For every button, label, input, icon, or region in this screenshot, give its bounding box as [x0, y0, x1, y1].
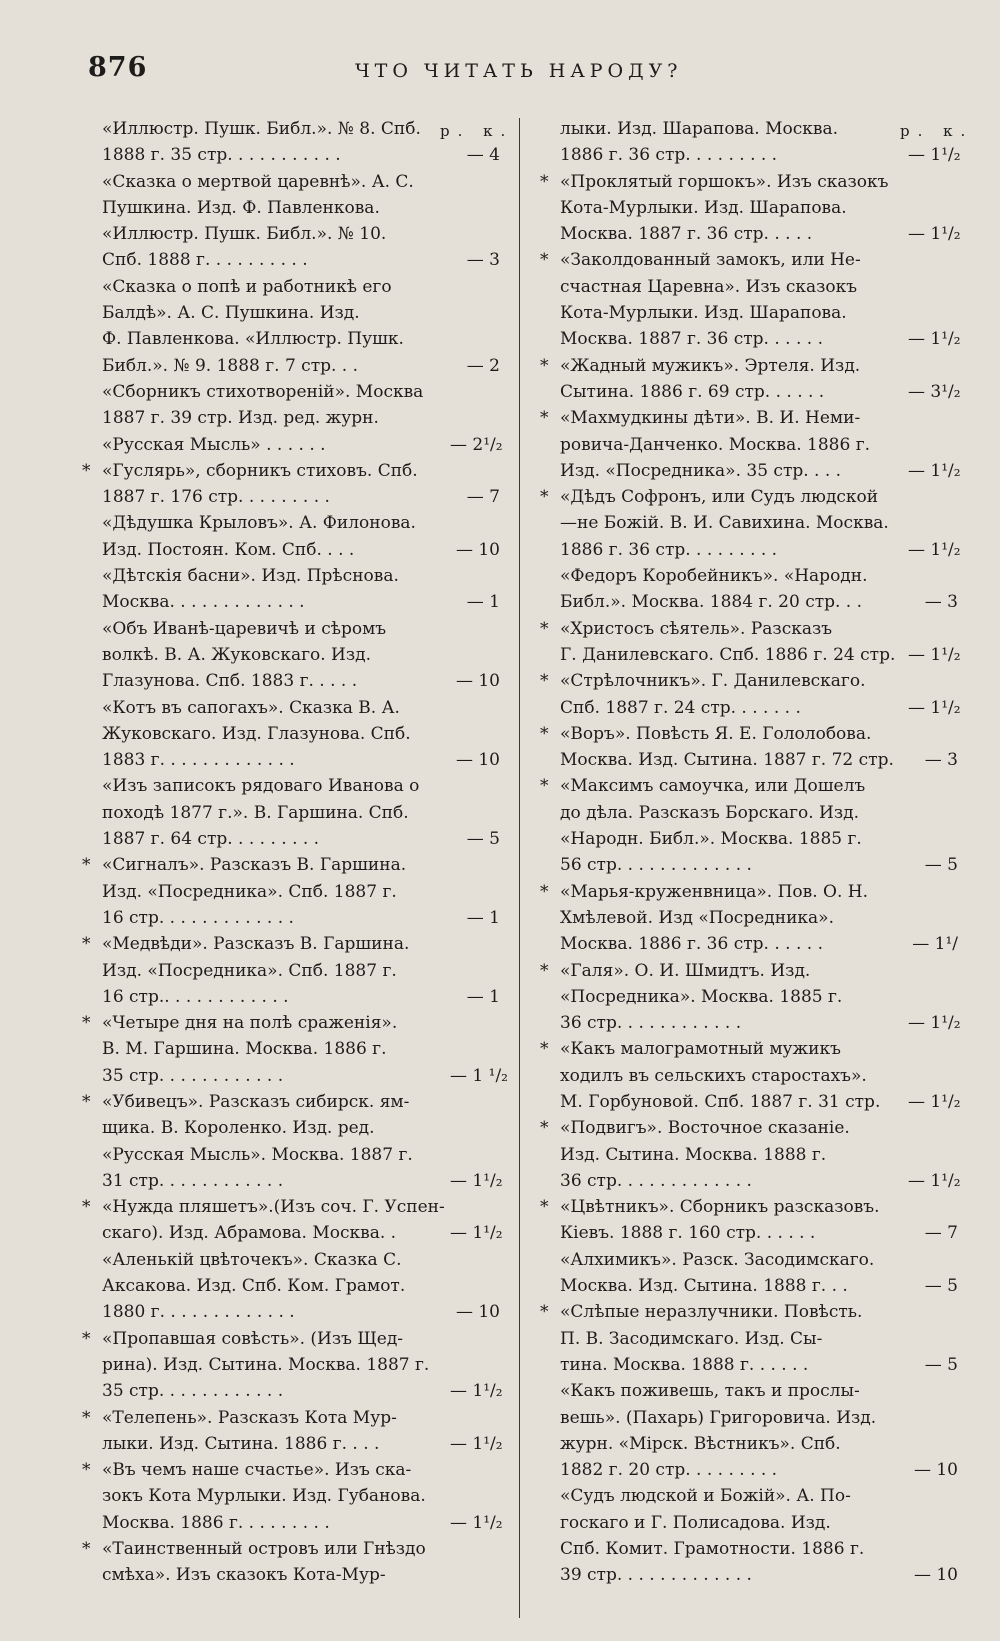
- entry-star-mark: *: [540, 671, 549, 692]
- entry-price: — 1¹/₂: [450, 1170, 503, 1191]
- entry-line: Москва. 1886 г. . . . . . . . .: [102, 1512, 330, 1533]
- entry-line: Спб. 1888 г. . . . . . . . . .: [102, 250, 308, 271]
- entry-price: — 5: [924, 1354, 958, 1375]
- entry-line: Хмѣлевой. Изд «Посредника».: [560, 907, 834, 928]
- entry-line: «Цвѣтникъ». Сборникъ разсказовъ.: [560, 1197, 880, 1218]
- entry-line: 36 стр. . . . . . . . . . . .: [560, 1013, 742, 1034]
- entry-line: В. М. Гаршина. Москва. 1886 г.: [102, 1039, 387, 1060]
- entry-line: «Сборникъ стихотвореній». Москва: [102, 381, 424, 402]
- entry-line: «Подвигъ». Восточное сказаніе.: [560, 1118, 850, 1139]
- entry-line: вешь». (Пахарь) Григоровича. Изд.: [560, 1407, 877, 1428]
- page-number: 876: [88, 52, 148, 83]
- catalog-entry: [538, 405, 961, 484]
- entry-line: ходилъ въ сельскихъ старостахъ».: [560, 1065, 867, 1086]
- entry-star-mark: *: [540, 487, 549, 508]
- entry-price: — 10: [455, 539, 500, 560]
- entry-price: — 1¹/₂: [908, 1091, 961, 1112]
- entry-line: 39 стр. . . . . . . . . . . . .: [560, 1565, 752, 1586]
- catalog-entry: [538, 169, 961, 248]
- entry-price: — 2: [466, 355, 500, 376]
- entry-line: «Четыре дня на полѣ сраженія».: [102, 1013, 398, 1034]
- entry-line: «Заколдованный замокъ, или Не-: [560, 250, 861, 271]
- entry-line: 1882 г. 20 стр. . . . . . . . .: [560, 1460, 778, 1481]
- entry-line: «Изъ записокъ рядоваго Иванова о: [102, 776, 420, 797]
- entry-line: 1888 г. 35 стр. . . . . . . . . . .: [102, 145, 341, 166]
- entry-star-mark: *: [540, 776, 549, 797]
- catalog-entry: [80, 458, 500, 511]
- entry-price: — 3: [924, 592, 958, 613]
- entry-line: «Какъ малограмотный мужикъ: [560, 1039, 841, 1060]
- catalog-entry: [538, 484, 961, 563]
- entry-line: смѣха». Изъ сказокъ Кота-Мур-: [102, 1565, 386, 1586]
- catalog-entry: [80, 1089, 503, 1194]
- entry-line: Москва. 1887 г. 36 стр. . . . .: [560, 224, 813, 245]
- catalog-entry: [538, 879, 958, 958]
- entry-line: «Воръ». Повѣсть Я. Е. Гололобова.: [560, 723, 872, 744]
- entry-line: щика. В. Короленко. Изд. ред.: [102, 1118, 375, 1139]
- entry-line: журн. «Мірск. Вѣстникъ». Спб.: [560, 1433, 841, 1454]
- entry-line: «Медвѣди». Разсказъ В. Гаршина.: [102, 934, 410, 955]
- entry-price: — 1¹/: [912, 934, 958, 955]
- catalog-entry: [538, 1247, 958, 1300]
- catalog-entry: [538, 1036, 961, 1115]
- catalog-entry: [80, 1247, 500, 1326]
- entry-price: — 5: [466, 829, 500, 850]
- entry-star-mark: *: [82, 934, 91, 955]
- entry-line: Г. Данилевскаго. Спб. 1886 г. 24 стр.: [560, 644, 896, 665]
- entry-line: П. В. Засодимскаго. Изд. Сы-: [560, 1328, 823, 1349]
- catalog-entry: [80, 563, 500, 616]
- entry-line: ровича-Данченко. Москва. 1886 г.: [560, 434, 871, 455]
- catalog-entry: [80, 616, 500, 695]
- entry-line: «Иллюстр. Пушк. Библ.». № 8. Спб.: [102, 119, 421, 139]
- entry-line: —не Божій. В. И. Савихина. Москва.: [560, 513, 889, 534]
- entry-line: лыки. Изд. Сытина. 1886 г. . . .: [102, 1433, 380, 1454]
- entry-price: — 5: [924, 855, 958, 876]
- catalog-entry: [80, 852, 500, 931]
- entry-line: Спб. Комит. Грамотности. 1886 г.: [560, 1539, 865, 1560]
- entry-line: «Сказка о попѣ и работникѣ его: [102, 276, 392, 297]
- entry-line: «Максимъ самоучка, или Дошелъ: [560, 776, 866, 797]
- entry-line: 16 стр. . . . . . . . . . . . .: [102, 907, 294, 928]
- entry-line: «Котъ въ сапогахъ». Сказка В. А.: [102, 697, 400, 718]
- entry-line: Москва. Изд. Сытина. 1888 г. . .: [560, 1276, 848, 1297]
- entry-price: — 1¹/₂: [908, 224, 961, 245]
- entry-line: «Русская Мысль» . . . . . .: [102, 434, 326, 455]
- right-column-currency-header: р. к.: [900, 122, 974, 140]
- catalog-entry: [538, 958, 961, 1037]
- entry-line: Москва. 1886 г. 36 стр. . . . . .: [560, 934, 823, 955]
- entry-star-mark: *: [82, 1328, 91, 1349]
- entry-line: Сытина. 1886 г. 69 стр. . . . . .: [560, 381, 825, 402]
- entry-price: — 7: [924, 1223, 958, 1244]
- entry-line: «Нужда пляшетъ».(Изъ соч. Г. Успен-: [102, 1197, 445, 1218]
- catalog-entry: [80, 379, 503, 458]
- entry-line: зокъ Кота Мурлыки. Изд. Губанова.: [102, 1486, 426, 1507]
- entry-price: — 1¹/₂: [450, 1433, 503, 1454]
- entry-line: «Марья-круженвница». Пов. О. Н.: [560, 881, 869, 902]
- entry-price: — 1: [466, 986, 500, 1007]
- catalog-entry: [538, 773, 958, 878]
- entry-price: — 1¹/₂: [908, 1170, 961, 1191]
- catalog-entry: [80, 1194, 503, 1247]
- entry-line: «Въ чемъ наше счастье». Изъ ска-: [102, 1460, 412, 1481]
- entry-line: «Дѣдъ Софронъ, или Судъ людской: [560, 487, 879, 508]
- catalog-entry: [80, 116, 500, 169]
- entry-line: Кота-Мурлыки. Изд. Шарапова.: [560, 303, 847, 324]
- entry-line: 1880 г. . . . . . . . . . . . .: [102, 1302, 295, 1323]
- entry-line: Изд. «Посредника». 35 стр. . . .: [560, 460, 842, 481]
- entry-line: Библ.». Москва. 1884 г. 20 стр. . .: [560, 592, 863, 613]
- entry-price: — 5: [924, 1276, 958, 1297]
- catalog-entry: [538, 1483, 958, 1588]
- entry-line: Изд. Постоян. Ком. Спб. . . .: [102, 539, 355, 560]
- entry-star-mark: *: [540, 408, 549, 429]
- entry-line: 1886 г. 36 стр. . . . . . . . .: [560, 145, 778, 166]
- entry-line: «Жадный мужикъ». Эртеля. Изд.: [560, 355, 861, 376]
- left-column: [80, 116, 508, 1589]
- right-column: [538, 116, 961, 1589]
- entry-line: «Пропавшая совѣсть». (Изъ Щед-: [102, 1328, 404, 1349]
- entry-star-mark: *: [540, 1302, 549, 1323]
- entry-line: лыки. Изд. Шарапова. Москва.: [560, 119, 838, 139]
- entry-price: — 4: [466, 145, 500, 166]
- entry-line: «Какъ поживешь, такъ и прослы-: [560, 1381, 860, 1402]
- entry-star-mark: *: [540, 723, 549, 744]
- entry-price: — 1¹/₂: [908, 539, 961, 560]
- entry-star-mark: *: [540, 881, 549, 902]
- entry-price: — 2¹/₂: [450, 434, 503, 455]
- entry-line: «Русская Мысль». Москва. 1887 г.: [102, 1144, 413, 1165]
- entry-price: — 1¹/₂: [450, 1381, 503, 1402]
- entry-line: «Аленькій цвѣточекъ». Сказка С.: [102, 1249, 402, 1270]
- entry-line: «Иллюстр. Пушк. Библ.». № 10.: [102, 224, 387, 245]
- entry-line: «Телепень». Разсказъ Кота Мур-: [102, 1407, 397, 1428]
- entry-line: 1887 г. 176 стр. . . . . . . . .: [102, 487, 330, 508]
- entry-line: М. Горбуновой. Спб. 1887 г. 31 стр.: [560, 1091, 881, 1112]
- entry-price: — 1¹/₂: [908, 329, 961, 350]
- entry-line: «Алхимикъ». Разск. Засодимскаго.: [560, 1249, 875, 1270]
- entry-line: госкаго и Г. Полисадова. Изд.: [560, 1512, 831, 1533]
- entry-line: «Дѣдушка Крыловъ». А. Филонова.: [102, 513, 416, 534]
- entry-line: «Христосъ сѣятель». Разсказъ: [560, 618, 833, 639]
- entry-star-mark: *: [540, 618, 549, 639]
- entry-line: Москва. Изд. Сытина. 1887 г. 72 стр.: [560, 750, 894, 771]
- entry-line: «Федоръ Коробейникъ». «Народн.: [560, 566, 868, 587]
- entry-star-mark: *: [82, 1091, 91, 1112]
- catalog-entry: [80, 1405, 503, 1458]
- catalog-entry: [80, 773, 500, 852]
- entry-price: — 10: [913, 1565, 958, 1586]
- entry-price: — 1 ¹/₂: [450, 1065, 508, 1086]
- entry-line: «Судъ людской и Божій». А. По-: [560, 1486, 851, 1507]
- catalog-entry: [80, 510, 500, 563]
- entry-price: — 10: [913, 1460, 958, 1481]
- entry-star-mark: *: [540, 250, 549, 271]
- entry-line: Изд. «Посредника». Спб. 1887 г.: [102, 960, 397, 981]
- entry-price: — 1¹/₂: [450, 1223, 503, 1244]
- catalog-entry: [538, 1115, 961, 1194]
- entry-line: Кіевъ. 1888 г. 160 стр. . . . . .: [560, 1223, 816, 1244]
- entry-line: походѣ 1877 г.». В. Гаршина. Спб.: [102, 802, 409, 823]
- entry-line: до дѣла. Разсказъ Борскаго. Изд.: [560, 802, 859, 823]
- entry-price: — 10: [455, 1302, 500, 1323]
- entry-star-mark: *: [82, 1539, 91, 1560]
- entry-price: — 10: [455, 750, 500, 771]
- entry-line: «Убивецъ». Разсказъ сибирск. ям-: [102, 1091, 410, 1112]
- catalog-entry: [80, 169, 500, 274]
- entry-line: 31 стр. . . . . . . . . . . .: [102, 1170, 284, 1191]
- catalog-entry: [80, 1326, 503, 1405]
- entry-line: 1887 г. 64 стр. . . . . . . . .: [102, 829, 320, 850]
- entry-price: — 3: [924, 750, 958, 771]
- catalog-entry: [538, 1378, 958, 1483]
- entry-line: 1883 г. . . . . . . . . . . . .: [102, 750, 295, 771]
- catalog-entry: [538, 1299, 958, 1378]
- entry-line: Библ.». № 9. 1888 г. 7 стр. . .: [102, 355, 359, 376]
- entry-line: «Сигналъ». Разсказъ В. Гаршина.: [102, 855, 407, 876]
- running-title: ЧТО ЧИТАТЬ НАРОДУ?: [355, 60, 683, 82]
- entry-line: «Таинственный островъ или Гнѣздо: [102, 1539, 426, 1560]
- entry-line: «Объ Иванѣ-царевичѣ и сѣромъ: [102, 618, 387, 639]
- entry-line: «Посредника». Москва. 1885 г.: [560, 986, 843, 1007]
- catalog-entry: [80, 1457, 503, 1536]
- entry-price: — 3: [466, 250, 500, 271]
- entry-line: «Народн. Библ.». Москва. 1885 г.: [560, 829, 862, 850]
- entry-line: «Дѣтскія басни». Изд. Прѣснова.: [102, 566, 399, 587]
- entry-line: 1887 г. 39 стр. Изд. ред. журн.: [102, 408, 379, 429]
- entry-price: — 1¹/₂: [908, 697, 961, 718]
- entry-line: Ф. Павленкова. «Иллюстр. Пушк.: [102, 329, 404, 350]
- entry-line: 35 стр. . . . . . . . . . . .: [102, 1381, 284, 1402]
- entry-line: тина. Москва. 1888 г. . . . . .: [560, 1354, 809, 1375]
- entry-star-mark: *: [540, 1039, 549, 1060]
- entry-star-mark: *: [540, 960, 549, 981]
- entry-line: Изд. Сытина. Москва. 1888 г.: [560, 1144, 827, 1165]
- catalog-entry: [538, 247, 961, 352]
- entry-star-mark: *: [540, 355, 549, 376]
- entry-line: «Слѣпые неразлучники. Повѣсть.: [560, 1302, 863, 1323]
- entry-line: «Сказка о мертвой царевнѣ». А. С.: [102, 171, 414, 192]
- entry-line: Аксакова. Изд. Спб. Ком. Грамот.: [102, 1276, 406, 1297]
- entry-star-mark: *: [540, 1118, 549, 1139]
- left-column-currency-header: р. к.: [440, 122, 514, 140]
- catalog-entry: [538, 116, 961, 169]
- entry-price: — 1: [466, 907, 500, 928]
- entry-line: Спб. 1887 г. 24 стр. . . . . . .: [560, 697, 801, 718]
- entry-line: «Махмудкины дѣти». В. И. Неми-: [560, 408, 861, 429]
- entry-line: Изд. «Посредника». Спб. 1887 г.: [102, 881, 397, 902]
- entry-line: «Стрѣлочникъ». Г. Данилевскаго.: [560, 671, 866, 692]
- entry-price: — 1¹/₂: [450, 1512, 503, 1533]
- entry-line: счастная Царевна». Изъ сказокъ: [560, 276, 858, 297]
- entry-price: — 7: [466, 487, 500, 508]
- entry-line: Москва. 1887 г. 36 стр. . . . . .: [560, 329, 823, 350]
- catalog-entry: [80, 695, 500, 774]
- entry-line: «Галя». О. И. Шмидтъ. Изд.: [560, 960, 811, 981]
- catalog-entry: [538, 668, 961, 721]
- entry-star-mark: *: [540, 1197, 549, 1218]
- entry-price: — 1¹/₂: [908, 1013, 961, 1034]
- entry-line: Балдѣ». А. С. Пушкина. Изд.: [102, 303, 360, 324]
- entry-price: — 3¹/₂: [908, 381, 961, 402]
- entry-line: Глазунова. Спб. 1883 г. . . . .: [102, 671, 358, 692]
- entry-price: — 1¹/₂: [908, 644, 961, 665]
- entry-line: 36 стр. . . . . . . . . . . . .: [560, 1170, 752, 1191]
- catalog-entry: [538, 616, 961, 669]
- catalog-entry: [80, 1536, 500, 1589]
- catalog-entry: [80, 931, 500, 1010]
- entry-star-mark: *: [82, 1197, 91, 1218]
- entry-star-mark: *: [82, 855, 91, 876]
- entry-line: волкѣ. В. А. Жуковскаго. Изд.: [102, 644, 372, 665]
- entry-star-mark: *: [82, 1460, 91, 1481]
- entry-line: Кота-Мурлыки. Изд. Шарапова.: [560, 197, 847, 218]
- entry-line: 56 стр. . . . . . . . . . . . .: [560, 855, 752, 876]
- entry-line: Жуковскаго. Изд. Глазунова. Спб.: [102, 723, 411, 744]
- entry-line: 16 стр.. . . . . . . . . . . .: [102, 986, 289, 1007]
- catalog-entry: [80, 1010, 508, 1089]
- entry-price: — 10: [455, 671, 500, 692]
- entry-line: 1886 г. 36 стр. . . . . . . . .: [560, 539, 778, 560]
- entry-star-mark: *: [82, 1407, 91, 1428]
- catalog-entry: [538, 563, 958, 616]
- entry-line: Москва. . . . . . . . . . . . .: [102, 592, 305, 613]
- catalog-entry: [538, 721, 958, 774]
- entry-line: рина). Изд. Сытина. Москва. 1887 г.: [102, 1354, 430, 1375]
- entry-price: — 1: [466, 592, 500, 613]
- catalog-entry: [538, 353, 961, 406]
- catalog-entry: [538, 1194, 958, 1247]
- entry-line: «Гуслярь», сборникъ стиховъ. Спб.: [102, 460, 418, 481]
- entry-star-mark: *: [540, 171, 549, 192]
- entry-line: Пушкина. Изд. Ф. Павленкова.: [102, 197, 380, 218]
- entry-line: 35 стр. . . . . . . . . . . .: [102, 1065, 284, 1086]
- entry-price: — 1¹/₂: [908, 460, 961, 481]
- column-divider: [519, 118, 520, 1618]
- entry-line: скаго). Изд. Абрамова. Москва. .: [102, 1223, 397, 1244]
- entry-star-mark: *: [82, 1013, 91, 1034]
- entry-star-mark: *: [82, 460, 91, 481]
- entry-line: «Проклятый горшокъ». Изъ сказокъ: [560, 171, 889, 192]
- entry-price: — 1¹/₂: [908, 145, 961, 166]
- catalog-entry: [80, 274, 500, 379]
